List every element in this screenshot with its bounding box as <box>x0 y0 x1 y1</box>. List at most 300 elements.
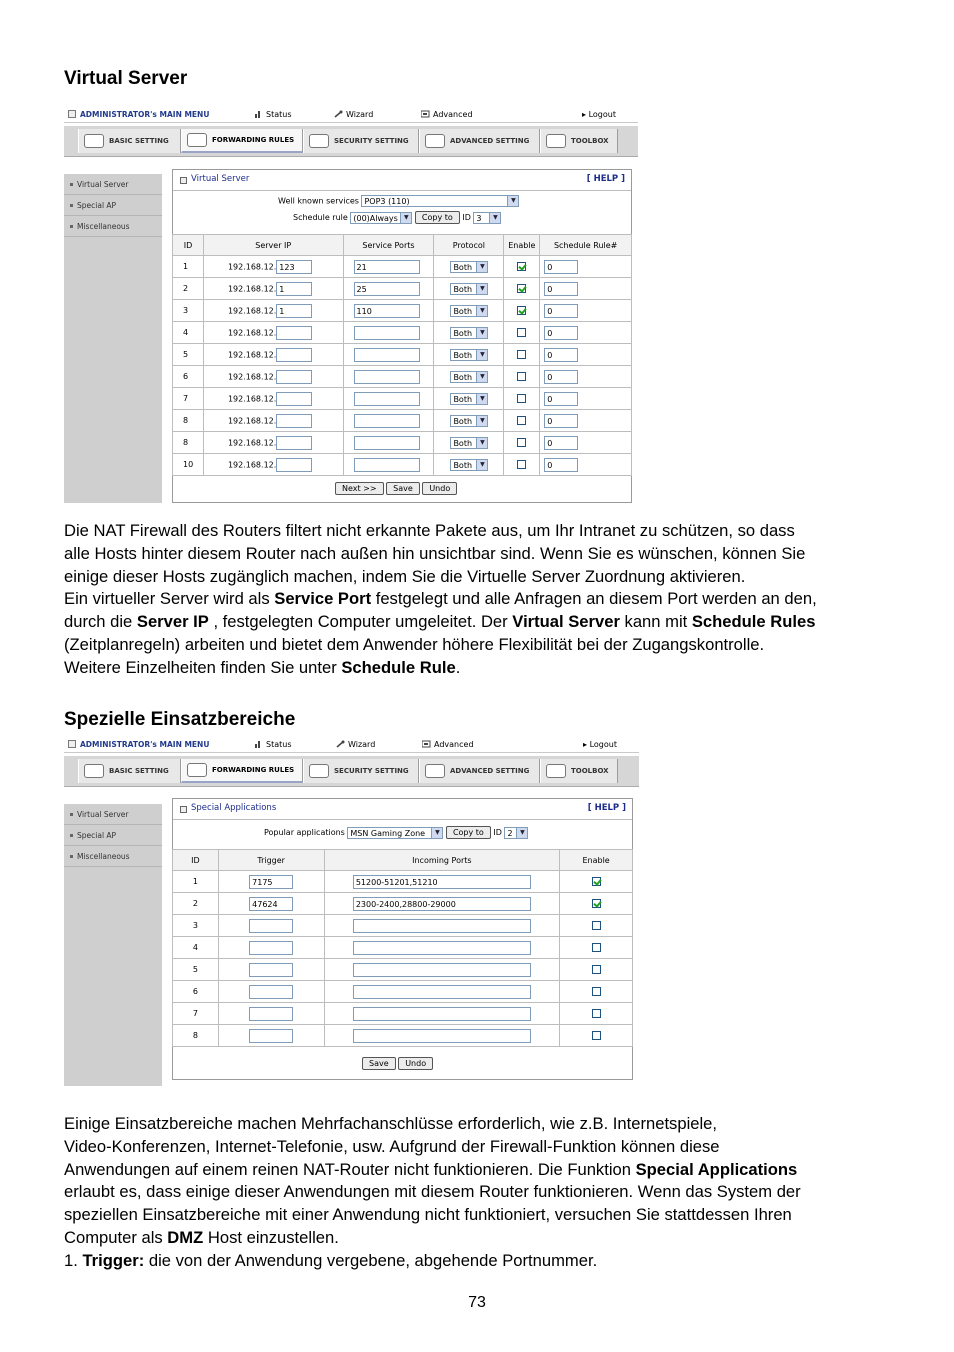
protocol-select[interactable] <box>450 327 488 339</box>
row-id <box>173 959 219 981</box>
wizard-icon <box>336 740 345 748</box>
tab-advanced-setting[interactable] <box>419 759 540 783</box>
select-value: Both <box>453 350 473 360</box>
server-ip-cell <box>203 388 343 410</box>
server-ip-cell <box>203 256 343 278</box>
bullet-icon <box>70 183 73 186</box>
row-id <box>173 344 204 366</box>
sidebar-item-label: Miscellaneous <box>77 851 130 861</box>
row-id-value: 4 <box>183 328 189 337</box>
schedule-rule-cell <box>540 322 632 344</box>
protocol-cell <box>434 366 504 388</box>
row-id-value: 2 <box>183 284 189 293</box>
row-id <box>173 366 204 388</box>
protocol-cell <box>434 410 504 432</box>
trigger-cell <box>218 871 324 893</box>
schedule-rule-input[interactable]: 0 <box>544 326 578 340</box>
enable-cell <box>560 981 633 1003</box>
server-ip-input[interactable] <box>276 436 312 450</box>
enable-cell <box>504 300 540 322</box>
status-link[interactable] <box>254 740 292 749</box>
incoming-ports-cell <box>324 871 560 893</box>
table-row <box>173 256 632 278</box>
text-line: erlaubt es, dass einige dieser Anwendungen mit diesem Router funktionieren. Wenn das System der <box>64 1182 801 1202</box>
chevron-down-icon: ▼ <box>476 262 487 272</box>
chevron-down-icon: ▼ <box>476 350 487 360</box>
enable-cell <box>504 322 540 344</box>
enable-cell <box>504 278 540 300</box>
service-port-cell <box>343 322 434 344</box>
enable-checkbox[interactable] <box>592 943 601 952</box>
menu-square-icon <box>68 110 76 118</box>
enable-cell <box>560 937 633 959</box>
save-button[interactable]: Save <box>386 482 420 495</box>
server-ip-input[interactable]: 1 <box>276 304 312 318</box>
incoming-ports-cell <box>324 1003 560 1025</box>
id-label: ID <box>493 828 502 837</box>
service-port-input[interactable]: 110 <box>354 304 420 318</box>
enable-checkbox[interactable] <box>592 899 601 908</box>
arrow-right-icon: ▸ <box>582 110 589 119</box>
chevron-down-icon: ▼ <box>400 213 411 223</box>
toolbox-icon <box>546 764 566 778</box>
basic-setting-icon <box>84 764 104 778</box>
tab-advanced-setting[interactable] <box>419 129 540 153</box>
protocol-select[interactable] <box>450 283 488 295</box>
special-applications-description <box>64 1113 904 1273</box>
incoming-ports-cell <box>324 915 560 937</box>
arrow-right-icon: ▸ <box>583 740 590 749</box>
id-label: ID <box>462 213 471 222</box>
enable-checkbox[interactable] <box>592 1009 601 1018</box>
virtual-server-panel <box>172 169 632 503</box>
enable-cell <box>560 893 633 915</box>
trigger-input[interactable] <box>249 941 293 955</box>
advanced-label: Advanced <box>433 110 473 119</box>
enable-checkbox[interactable] <box>517 328 526 337</box>
chevron-down-icon: ▼ <box>476 284 487 294</box>
special-applications-panel <box>172 798 633 1080</box>
logout-link[interactable] <box>582 110 616 119</box>
tab-toolbox[interactable] <box>540 759 618 783</box>
service-port-input[interactable]: 25 <box>354 282 420 296</box>
special-applications-buttons <box>362 1057 433 1070</box>
schedule-rule-row <box>293 211 501 224</box>
tab-label: TOOLBOX <box>571 137 609 145</box>
trigger-input[interactable] <box>249 963 293 977</box>
enable-checkbox[interactable] <box>592 965 601 974</box>
incoming-ports-cell <box>324 981 560 1003</box>
incoming-ports-cell <box>324 959 560 981</box>
status-label: Status <box>266 740 292 749</box>
undo-button[interactable]: Undo <box>398 1057 433 1070</box>
text-line: Einige Einsatzbereiche machen Mehrfachanschlüsse erforderlich, wie z.B. Internetspiele, <box>64 1114 718 1133</box>
advanced-setting-icon <box>425 764 445 778</box>
chevron-down-icon: ▼ <box>516 828 527 838</box>
incoming-ports-input[interactable] <box>353 985 531 999</box>
select-value: Both <box>453 394 473 404</box>
incoming-ports-cell <box>324 937 560 959</box>
service-port-input[interactable] <box>354 326 420 340</box>
protocol-cell <box>434 322 504 344</box>
server-ip-input[interactable]: 1 <box>276 282 312 296</box>
bullet-icon <box>70 855 73 858</box>
select-value: 3 <box>476 213 482 223</box>
advanced-link[interactable] <box>421 110 473 119</box>
enable-cell <box>504 256 540 278</box>
table-row <box>173 893 633 915</box>
column-header: Incoming Ports <box>324 850 560 871</box>
wizard-link[interactable] <box>334 110 373 119</box>
row-id-value: 1 <box>192 877 198 886</box>
schedule-rule-cell <box>540 300 632 322</box>
service-port-input[interactable] <box>354 370 420 384</box>
protocol-cell <box>434 300 504 322</box>
row-id <box>173 871 219 893</box>
service-port-input[interactable] <box>354 436 420 450</box>
row-id-value: 8 <box>183 416 189 425</box>
copy-to-button[interactable]: Copy to <box>446 826 491 839</box>
row-id-value: 6 <box>192 987 198 996</box>
popular-applications-select[interactable] <box>347 827 443 839</box>
server-ip-input[interactable] <box>276 392 312 406</box>
enable-cell <box>504 366 540 388</box>
column-header: ID <box>173 235 204 256</box>
panel-title: Special Applications <box>191 803 277 813</box>
select-value: Both <box>453 416 473 426</box>
trigger-input[interactable]: 47624 <box>249 897 293 911</box>
select-value: Both <box>453 372 473 382</box>
well-known-services-select[interactable] <box>361 195 519 207</box>
chevron-down-icon: ▼ <box>476 372 487 382</box>
tab-security-setting[interactable] <box>303 129 419 153</box>
wizard-link[interactable] <box>336 740 375 749</box>
sidebar-item-label: Virtual Server <box>77 809 129 819</box>
advanced-label: Advanced <box>434 740 474 749</box>
popular-applications-row <box>264 826 528 839</box>
virtual-server-description <box>64 520 904 680</box>
server-ip-cell <box>203 344 343 366</box>
tab-label: ADVANCED SETTING <box>450 767 530 775</box>
sidebar-item-label: Special AP <box>77 200 117 210</box>
id-select[interactable] <box>473 212 501 224</box>
panel-square-icon <box>180 806 187 813</box>
main-tab-bar <box>64 126 638 157</box>
sidebar-item-miscellaneous[interactable] <box>64 846 162 867</box>
table-row <box>173 366 632 388</box>
select-value: Both <box>453 328 473 338</box>
tab-basic-setting[interactable] <box>78 129 181 153</box>
service-port-cell <box>343 300 434 322</box>
sidebar-item-label: Miscellaneous <box>77 221 130 231</box>
text-line: durch die Server IP , festgelegten Computer umgeleitet. Der Virtual Server kann mit Schedule Rules <box>64 612 816 632</box>
select-value: MSN Gaming Zone <box>350 828 426 838</box>
schedule-rule-input[interactable]: 0 <box>544 458 578 472</box>
tab-label: BASIC SETTING <box>109 137 169 145</box>
enable-checkbox[interactable] <box>592 921 601 930</box>
enable-cell <box>560 915 633 937</box>
enable-checkbox[interactable] <box>517 306 526 315</box>
incoming-ports-input[interactable]: 51200-51201,51210 <box>353 875 531 889</box>
protocol-select[interactable] <box>450 393 488 405</box>
row-id <box>173 1025 219 1047</box>
server-ip-input[interactable] <box>276 348 312 362</box>
text-line: alle Hosts hinter diesem Router nach außen hin unsichtbar sind. Wenn Sie es wünschen, können Sie <box>64 543 806 563</box>
schedule-rule-cell <box>540 278 632 300</box>
enable-checkbox[interactable] <box>592 1031 601 1040</box>
server-ip-input[interactable] <box>276 370 312 384</box>
table-row <box>173 278 632 300</box>
row-id <box>173 278 204 300</box>
status-label: Status <box>266 110 292 119</box>
trigger-cell <box>218 959 324 981</box>
protocol-cell <box>434 388 504 410</box>
bullet-icon <box>70 225 73 228</box>
tab-security-setting[interactable] <box>303 759 419 783</box>
undo-button[interactable]: Undo <box>422 482 457 495</box>
panel-title: Virtual Server <box>191 174 250 184</box>
bullet-icon <box>70 204 73 207</box>
schedule-rule-input[interactable]: 0 <box>544 370 578 384</box>
tab-forwarding-rules[interactable] <box>181 129 303 153</box>
tab-label: BASIC SETTING <box>109 767 169 775</box>
server-ip-input[interactable] <box>276 458 312 472</box>
security-setting-icon <box>309 134 329 148</box>
schedule-rule-input[interactable]: 0 <box>544 260 578 274</box>
enable-cell <box>504 432 540 454</box>
top-menu-bar <box>64 108 638 123</box>
row-id <box>173 893 219 915</box>
row-id <box>173 981 219 1003</box>
tab-label: FORWARDING RULES <box>212 766 295 774</box>
service-port-input[interactable] <box>354 414 420 428</box>
well-known-services-label: Well known services <box>278 196 359 206</box>
ip-prefix: 192.168.12. <box>227 394 277 403</box>
schedule-rule-input[interactable]: 0 <box>544 348 578 362</box>
next-button[interactable]: Next >> <box>335 482 384 495</box>
incoming-ports-input[interactable] <box>353 941 531 955</box>
trigger-cell <box>218 915 324 937</box>
text-line: Anwendungen auf einem reinen NAT-Router nicht funktionieren. Die Funktion Special Applications <box>64 1159 798 1179</box>
table-header-row <box>173 850 633 871</box>
schedule-rule-input[interactable]: 0 <box>544 392 578 406</box>
schedule-rule-select[interactable] <box>350 212 412 224</box>
table-row <box>173 937 633 959</box>
enable-checkbox[interactable] <box>517 460 526 469</box>
sidebar-item-label: Special AP <box>77 830 117 840</box>
schedule-rule-input[interactable]: 0 <box>544 414 578 428</box>
protocol-select[interactable] <box>450 261 488 273</box>
copy-to-button[interactable]: Copy to <box>415 211 460 224</box>
protocol-select[interactable] <box>450 305 488 317</box>
schedule-rule-input[interactable]: 0 <box>544 304 578 318</box>
server-ip-input[interactable] <box>276 414 312 428</box>
row-id-value: 8 <box>183 438 189 447</box>
protocol-cell <box>434 432 504 454</box>
trigger-cell <box>218 893 324 915</box>
admin-main-menu-link[interactable] <box>68 110 209 119</box>
ip-prefix: 192.168.12. <box>227 328 277 337</box>
service-port-input[interactable] <box>354 348 420 362</box>
protocol-cell <box>434 256 504 278</box>
table-row <box>173 1003 633 1025</box>
admin-main-menu-label: ADMINISTRATOR's MAIN MENU <box>80 740 210 749</box>
row-id <box>173 322 204 344</box>
sidebar-item-label: Virtual Server <box>77 179 129 189</box>
help-link[interactable]: [ HELP ] <box>587 803 626 813</box>
enable-cell <box>504 454 540 476</box>
row-id-value: 3 <box>183 306 189 315</box>
enable-checkbox[interactable] <box>517 438 526 447</box>
service-port-cell <box>343 454 434 476</box>
admin-main-menu-link[interactable] <box>68 740 209 749</box>
advanced-setting-icon <box>425 134 445 148</box>
protocol-select[interactable] <box>450 415 488 427</box>
row-id-value: 10 <box>183 460 194 469</box>
incoming-ports-input[interactable] <box>353 963 531 977</box>
incoming-ports-input[interactable]: 2300-2400,28800-29000 <box>353 897 531 911</box>
table-row <box>173 915 633 937</box>
table-row <box>173 959 633 981</box>
ip-prefix: 192.168.12. <box>227 438 277 447</box>
enable-cell <box>560 1003 633 1025</box>
schedule-rule-input[interactable]: 0 <box>544 282 578 296</box>
chevron-down-icon: ▼ <box>476 416 487 426</box>
server-ip-cell <box>203 432 343 454</box>
text-line: Weitere Einzelheiten finden Sie unter Schedule Rule. <box>64 657 461 677</box>
row-id <box>173 388 204 410</box>
row-id <box>173 300 204 322</box>
text-line: einige dieser Hosts zugänglich machen, indem Sie die Virtuelle Server Zuordnung aktivieren. <box>64 566 746 586</box>
table-row <box>173 410 632 432</box>
sidebar-item-virtual-server[interactable] <box>64 804 162 825</box>
logout-label: Logout <box>589 740 617 749</box>
ip-prefix: 192.168.12. <box>227 284 277 293</box>
trigger-input[interactable]: 7175 <box>249 875 293 889</box>
row-id-value: 7 <box>183 394 189 403</box>
service-port-input[interactable] <box>354 392 420 406</box>
schedule-rule-cell <box>540 388 632 410</box>
trigger-cell <box>218 1003 324 1025</box>
ip-prefix: 192.168.12. <box>227 372 277 381</box>
status-icon <box>254 110 263 118</box>
server-ip-input[interactable]: 123 <box>276 260 312 274</box>
service-port-input[interactable]: 21 <box>354 260 420 274</box>
wizard-label: Wizard <box>348 740 376 749</box>
tab-toolbox[interactable] <box>540 129 618 153</box>
text-line: Ein virtueller Server wird als Service Port festgelegt und alle Anfragen an diesem Port werden an den, <box>64 589 817 609</box>
enable-checkbox[interactable] <box>517 416 526 425</box>
chevron-down-icon: ▼ <box>489 213 500 223</box>
protocol-select[interactable] <box>450 437 488 449</box>
sidebar-item-special-ap[interactable] <box>64 195 162 216</box>
server-ip-input[interactable] <box>276 326 312 340</box>
schedule-rule-cell <box>540 366 632 388</box>
incoming-ports-input[interactable] <box>353 1029 531 1043</box>
security-setting-icon <box>309 764 329 778</box>
row-id-value: 4 <box>192 943 198 952</box>
trigger-input[interactable] <box>249 1007 293 1021</box>
forwarding-rules-icon <box>187 133 207 147</box>
section-heading-virtual-server: Virtual Server <box>64 68 188 89</box>
enable-checkbox[interactable] <box>517 284 526 293</box>
trigger-input[interactable] <box>249 985 293 999</box>
table-header-row <box>173 235 632 256</box>
incoming-ports-cell <box>324 1025 560 1047</box>
chevron-down-icon: ▼ <box>476 460 487 470</box>
text-line: speziellen Einsatzbereiche mit einer Anwendung nicht funktioniert, versuchen Sie stattdessen Ihren <box>64 1205 792 1225</box>
tab-basic-setting[interactable] <box>78 759 181 783</box>
enable-checkbox[interactable] <box>592 987 601 996</box>
column-header: Trigger <box>218 850 324 871</box>
chevron-down-icon: ▼ <box>476 394 487 404</box>
incoming-ports-input[interactable] <box>353 1007 531 1021</box>
protocol-select[interactable] <box>450 459 488 471</box>
enable-checkbox[interactable] <box>517 262 526 271</box>
save-button[interactable]: Save <box>362 1057 396 1070</box>
service-port-cell <box>343 278 434 300</box>
table-row <box>173 344 632 366</box>
sidebar-item-virtual-server[interactable] <box>64 174 162 195</box>
service-port-cell <box>343 366 434 388</box>
incoming-ports-input[interactable] <box>353 919 531 933</box>
row-id <box>173 256 204 278</box>
sidebar-item-special-ap[interactable] <box>64 825 162 846</box>
special-applications-screenshot <box>64 738 639 1086</box>
sidebar <box>64 804 162 1086</box>
page-number: 73 <box>468 1294 486 1311</box>
id-select[interactable] <box>504 827 528 839</box>
trigger-cell <box>218 1025 324 1047</box>
trigger-input[interactable] <box>249 919 293 933</box>
enable-checkbox[interactable] <box>517 394 526 403</box>
service-port-input[interactable] <box>354 458 420 472</box>
server-ip-cell <box>203 366 343 388</box>
text-line: (Zeitplanregeln) arbeiten und bietet dem Anwender höhere Flexibilität bei der Zugangskontrolle. <box>64 634 765 654</box>
select-value: Both <box>453 460 473 470</box>
enable-checkbox[interactable] <box>592 877 601 886</box>
help-link[interactable]: [ HELP ] <box>586 174 625 184</box>
panel-square-icon <box>180 177 187 184</box>
server-ip-cell <box>203 300 343 322</box>
schedule-rule-label: Schedule rule <box>293 213 348 222</box>
enable-checkbox[interactable] <box>517 372 526 381</box>
server-ip-cell <box>203 278 343 300</box>
tab-forwarding-rules[interactable] <box>181 759 303 783</box>
main-tab-bar <box>64 756 639 787</box>
ip-prefix: 192.168.12. <box>227 262 277 271</box>
sidebar-item-miscellaneous[interactable] <box>64 216 162 237</box>
status-link[interactable] <box>254 110 292 119</box>
table-row <box>173 388 632 410</box>
trigger-input[interactable] <box>249 1029 293 1043</box>
logout-link[interactable] <box>583 740 617 749</box>
advanced-link[interactable] <box>422 740 474 749</box>
schedule-rule-input[interactable]: 0 <box>544 436 578 450</box>
basic-setting-icon <box>84 134 104 148</box>
ip-prefix: 192.168.12. <box>227 350 277 359</box>
protocol-select[interactable] <box>450 371 488 383</box>
table-row <box>173 871 633 893</box>
schedule-rule-cell <box>540 432 632 454</box>
row-id-value: 3 <box>192 921 198 930</box>
column-header: Service Ports <box>343 235 434 256</box>
enable-checkbox[interactable] <box>517 350 526 359</box>
schedule-rule-cell <box>540 256 632 278</box>
protocol-select[interactable] <box>450 349 488 361</box>
column-header: Schedule Rule# <box>540 235 632 256</box>
tab-label: SECURITY SETTING <box>334 137 409 145</box>
